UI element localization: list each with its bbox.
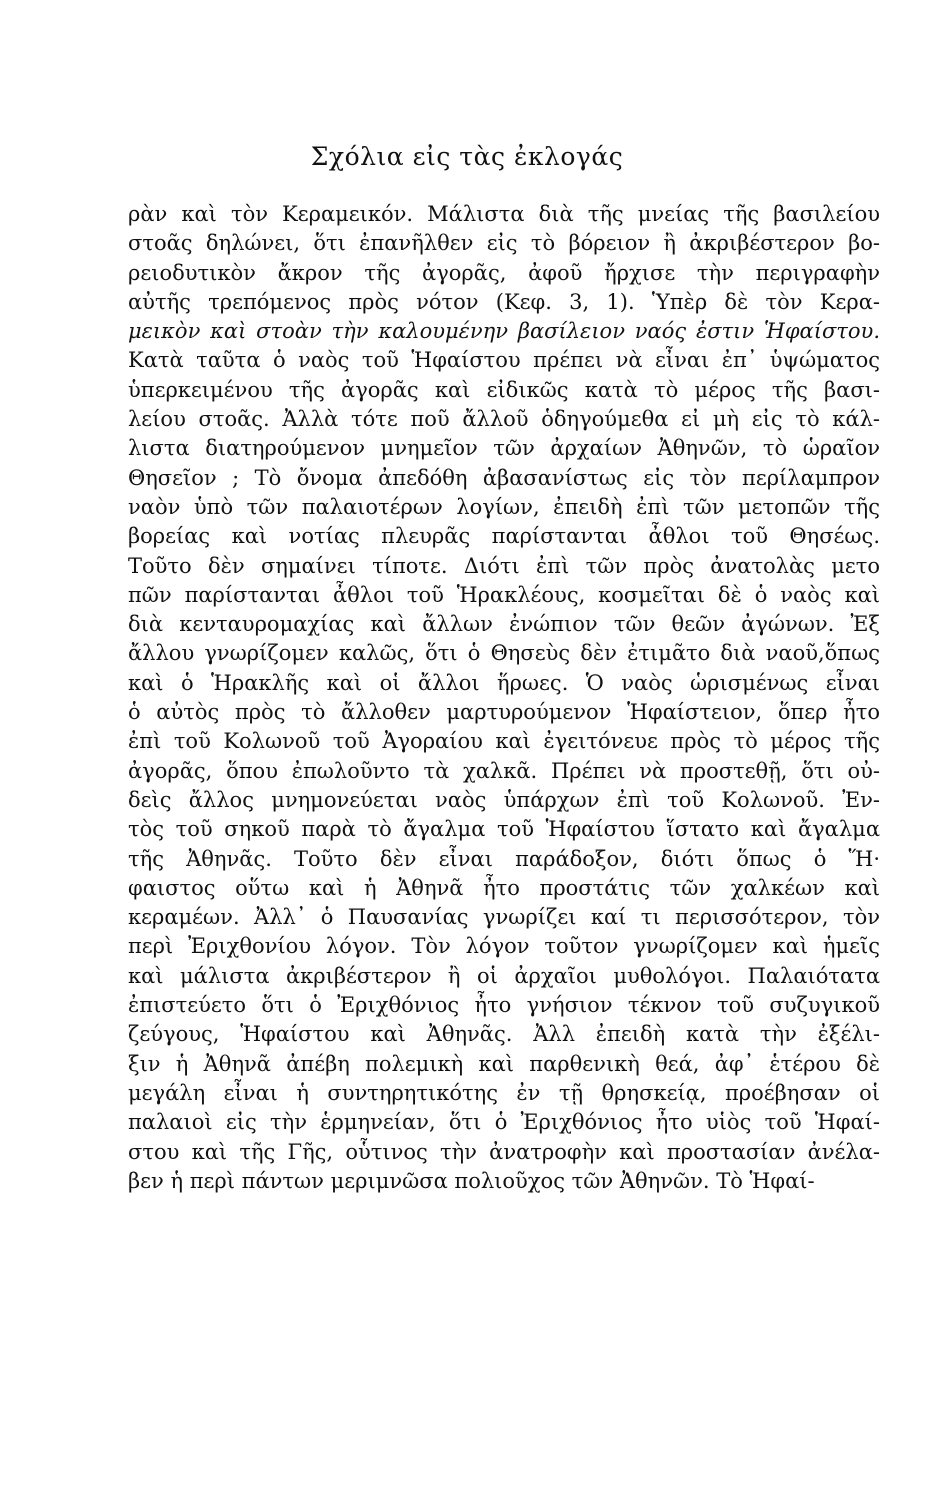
text-line: δεὶς ἄλλος μνημονεύεται ναὸς ὑπάρχων ἐπὶ τοῦ Κολωνοῦ. Ἐν-: [128, 787, 880, 812]
text-line-italic: μεικὸν καὶ στοὰν τὴν καλουμένην βασίλειον ναός ἐστιν Ἡφαίστου.: [128, 319, 880, 344]
text-line: στου καὶ τῆς Γῆς, οὗτινος τὴν ἀνατροφὴν καὶ προστασίαν ἀνέλα-: [128, 1139, 880, 1164]
text-line: τῆς Ἀθηνᾶς. Τοῦτο δὲν εἶναι παράδοξον, διότι ὅπως ὁ Ἥ·: [128, 846, 880, 871]
text-line: ἄλλου γνωρίζομεν καλῶς, ὅτι ὁ Θησεὺς δὲν ἐτιμᾶτο διὰ ναοῦ,ὅπως: [128, 641, 880, 666]
text-line: ἐπιστεύετο ὅτι ὁ Ἐριχθόνιος ἦτο γνήσιον τέκνον τοῦ συζυγικοῦ: [128, 993, 880, 1018]
text-line: ξιν ἡ Ἀθηνᾶ ἀπέβη πολεμικὴ καὶ παρθενικὴ θεά, ἀφ᾽ ἑτέρου δὲ: [128, 1051, 880, 1076]
text-line: ναὸν ὑπὸ τῶν παλαιοτέρων λογίων, ἐπειδὴ ἐπὶ τῶν μετοπῶν τῆς: [128, 494, 880, 519]
text-line: λιστα διατηρούμενον μνημεῖον τῶν ἀρχαίων Ἀθηνῶν, τὸ ὡραῖον: [128, 436, 880, 461]
text-line: Τοῦτο δὲν σημαίνει τίποτε. Διότι ἐπὶ τῶν πρὸς ἀνατολὰς μετο: [128, 553, 880, 578]
running-head: Σχόλια εἰς τὰς ἐκλογάς: [310, 142, 624, 171]
text-line: φαιστος οὕτω καὶ ἡ Ἀθηνᾶ ἦτο προστάτις τῶν χαλκέων καὶ: [128, 875, 880, 900]
text-line: καὶ μάλιστα ἀκριβέστερον ἢ οἱ ἀρχαῖοι μυθολόγοι. Παλαιότατα: [128, 963, 880, 988]
body-text: [128, 200, 880, 1196]
text-line: βεν ἡ περὶ πάντων μεριμνῶσα πολιοῦχος τῶν Ἀθηνῶν. Τὸ Ἡφαί-: [128, 1168, 815, 1193]
text-line: κεραμέων. Ἀλλ᾽ ὁ Παυσανίας γνωρίζει καί τι περισσότερον, τὸν: [128, 905, 880, 930]
text-line: αὐτῆς τρεπόμενος πρὸς νότον (Κεφ. 3, 1). Ὑπὲρ δὲ τὸν Κερα-: [128, 289, 880, 314]
text-line: ρὰν καὶ τὸν Κεραμεικόν. Μάλιστα διὰ τῆς μνείας τῆς βασιλείου: [128, 202, 880, 226]
text-line: ὑπερκειμένου τῆς ἀγορᾶς καὶ εἰδικῶς κατὰ τὸ μέρος τῆς βασι-: [128, 377, 880, 402]
text-line: περὶ Ἐριχθονίου λόγον. Τὸν λόγον τοῦτον γνωρίζομεν καὶ ἡμεῖς: [128, 934, 880, 959]
text-line: μεγάλη εἶναι ἡ συντηρητικότης ἐν τῇ θρησκείᾳ, προέβησαν οἱ: [128, 1080, 880, 1105]
text-line: ρειοδυτικὸν ἄκρον τῆς ἀγορᾶς, ἀφοῦ ἤρχισε τὴν περιγραφὴν: [128, 260, 880, 285]
text-line: βορείας καὶ νοτίας πλευρᾶς παρίστανται ἆθλοι τοῦ Θησέως.: [128, 524, 880, 549]
text-line: τὸς τοῦ σηκοῦ παρὰ τὸ ἄγαλμα τοῦ Ἡφαίστου ἵστατο καὶ ἄγαλμα: [128, 817, 880, 842]
text-line: καὶ ὁ Ἡρακλῆς καὶ οἱ ἄλλοι ἥρωες. Ὁ ναὸς ὡρισμένως εἶναι: [128, 670, 880, 695]
text-line: λείου στοᾶς. Ἀλλὰ τότε ποῦ ἄλλοῦ ὁδηγούμεθα εἰ μὴ εἰς τὸ κάλ-: [128, 407, 880, 432]
text-line: πῶν παρίστανται ἆθλοι τοῦ Ἡρακλέους, κοσμεῖται δὲ ὁ ναὸς καὶ: [128, 582, 880, 607]
text-line: ἀγορᾶς, ὅπου ἐπωλοῦντο τὰ χαλκᾶ. Πρέπει νὰ προστεθῇ, ὅτι οὐ-: [128, 758, 880, 783]
text-line: ὁ αὐτὸς πρὸς τὸ ἄλλοθεν μαρτυρούμενον Ἡφαίστειον, ὅπερ ἦτο: [128, 700, 880, 725]
text-line: Θησεῖον ; Τὸ ὄνομα ἀπεδόθη ἀβασανίστως εἰς τὸν περίλαμπρον: [128, 465, 880, 490]
text-line: ζεύγους, Ἡφαίστου καὶ Ἀθηνᾶς. Ἀλλ ἐπειδὴ κατὰ τὴν ἐξέλι-: [128, 1022, 880, 1047]
text-line: παλαιοὶ εἰς τὴν ἑρμηνείαν, ὅτι ὁ Ἐριχθόνιος ἦτο υἱὸς τοῦ Ἡφαί-: [128, 1110, 880, 1135]
text-line: ἐπὶ τοῦ Κολωνοῦ τοῦ Ἀγοραίου καὶ ἐγειτόνευε πρὸς τὸ μέρος τῆς: [128, 729, 880, 754]
text-line: Κατὰ ταῦτα ὁ ναὸς τοῦ Ἡφαίστου πρέπει νὰ εἶναι ἐπ᾽ ὑψώματος: [128, 348, 880, 373]
text-line: διὰ κενταυρομαχίας καὶ ἄλλων ἐνώπιον τῶν θεῶν ἀγώνων. Ἐξ: [128, 612, 880, 637]
text-line: στοᾶς δηλώνει, ὅτι ἐπανῆλθεν εἰς τὸ βόρειον ἢ ἀκριβέστερον βο-: [128, 231, 880, 256]
